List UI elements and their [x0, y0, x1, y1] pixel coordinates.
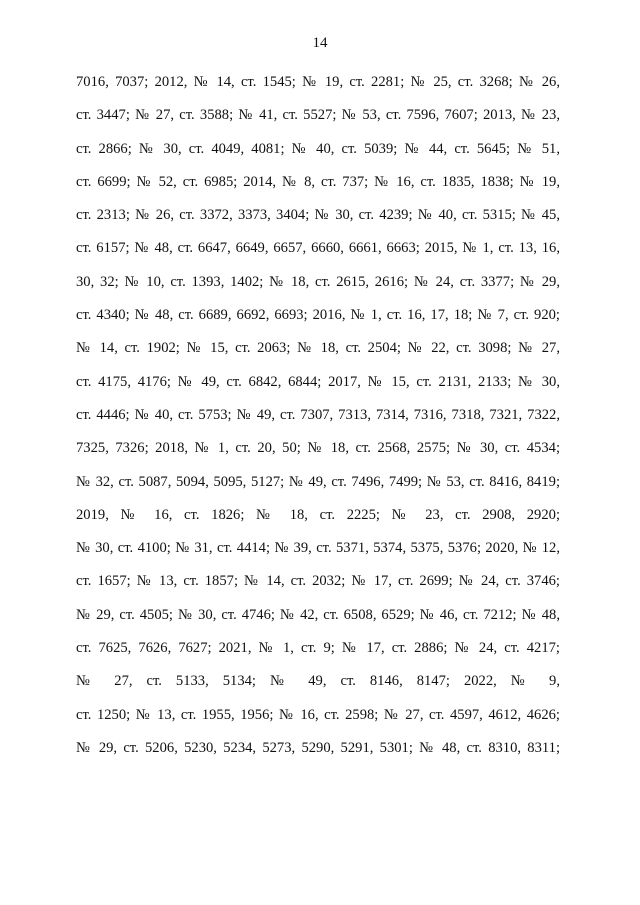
- text-line: № 27, ст. 5133, 5134; № 49, ст. 8146, 8147; 2022, № 9,: [76, 673, 560, 690]
- text-line: ст. 4340; № 48, ст. 6689, 6692, 6693; 2016, № 1, ст. 16, 17, 18; № 7, ст. 920;: [76, 307, 560, 324]
- text-line: ст. 4446; № 40, ст. 5753; № 49, ст. 7307, 7313, 7314, 7316, 7318, 7321, 7322,: [76, 406, 560, 423]
- page-number: 14: [312, 35, 328, 51]
- document-body: [76, 66, 560, 765]
- text-line: № 14, ст. 1902; № 15, ст. 2063; № 18, ст. 2504; № 22, ст. 3098; № 27,: [76, 340, 560, 357]
- text-line: ст. 6157; № 48, ст. 6647, 6649, 6657, 6660, 6661, 6663; 2015, № 1, ст. 13, 16,: [76, 240, 560, 257]
- text-line: ст. 6699; № 52, ст. 6985; 2014, № 8, ст. 737; № 16, ст. 1835, 1838; № 19,: [76, 173, 560, 190]
- text-line: № 29, ст. 5206, 5230, 5234, 5273, 5290, 5291, 5301; № 48, ст. 8310, 8311;: [76, 739, 560, 756]
- text-line: № 29, ст. 4505; № 30, ст. 4746; № 42, ст. 6508, 6529; № 46, ст. 7212; № 48,: [76, 606, 560, 623]
- text-line: ст. 1250; № 13, ст. 1955, 1956; № 16, ст. 2598; № 27, ст. 4597, 4612, 4626;: [76, 706, 560, 723]
- text-line: ст. 7625, 7626, 7627; 2021, № 1, ст. 9; № 17, ст. 2886; № 24, ст. 4217;: [76, 640, 560, 657]
- text-line: ст. 2866; № 30, ст. 4049, 4081; № 40, ст. 5039; № 44, ст. 5645; № 51,: [76, 140, 560, 157]
- text-line: 2019, № 16, ст. 1826; № 18, ст. 2225; № 23, ст. 2908, 2920;: [76, 506, 560, 523]
- text-line: ст. 3447; № 27, ст. 3588; № 41, ст. 5527; № 53, ст. 7596, 7607; 2013, № 23,: [76, 107, 560, 124]
- text-line: ст. 4175, 4176; № 49, ст. 6842, 6844; 2017, № 15, ст. 2131, 2133; № 30,: [76, 373, 560, 390]
- text-line: № 30, ст. 4100; № 31, ст. 4414; № 39, ст. 5371, 5374, 5375, 5376; 2020, № 12,: [76, 540, 560, 557]
- text-line: 7016, 7037; 2012, № 14, ст. 1545; № 19, ст. 2281; № 25, ст. 3268; № 26,: [76, 74, 560, 90]
- text-line: № 32, ст. 5087, 5094, 5095, 5127; № 49, ст. 7496, 7499; № 53, ст. 8416, 8419;: [76, 473, 560, 490]
- text-line: ст. 1657; № 13, ст. 1857; № 14, ст. 2032; № 17, ст. 2699; № 24, ст. 3746;: [76, 573, 560, 590]
- text-line: 30, 32; № 10, ст. 1393, 1402; № 18, ст. 2615, 2616; № 24, ст. 3377; № 29,: [76, 273, 560, 290]
- text-line: 7325, 7326; 2018, № 1, ст. 20, 50; № 18, ст. 2568, 2575; № 30, ст. 4534;: [76, 440, 560, 457]
- text-line: ст. 2313; № 26, ст. 3372, 3373, 3404; № 30, ст. 4239; № 40, ст. 5315; № 45,: [76, 207, 560, 224]
